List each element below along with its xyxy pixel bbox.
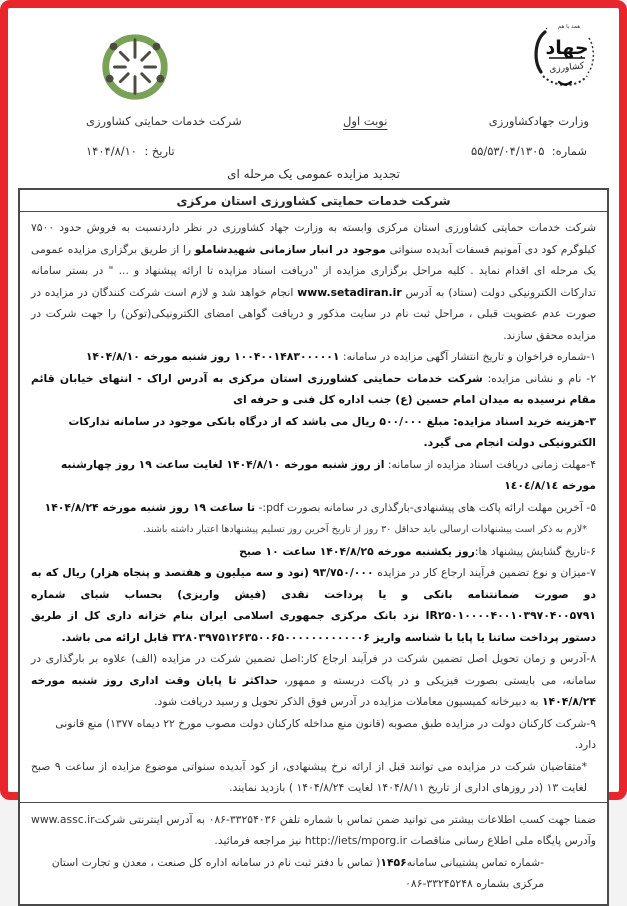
letter-date (86, 144, 175, 158)
item-5-submission-deadline: ۵- آخرین مهلت ارائه پاکت های پیشنهادی-بارگذاری در سامانه بصورت pdf:- تا ساعت ۱۹ روز شنبه مورخه ۱۴۰۴/۸/۲۴ (44, 500, 596, 514)
ministry-name: وزارت جهادکشاورزی (488, 114, 589, 128)
item-6-opening-date: ۶-تاریخ گشایش پیشنهاد ها:روز یکشنبه مورخه ۱۴۰۴/۸/۲۵ ساعت ۱۰ صبح (239, 544, 596, 558)
footer-support-phone: -شماره تماس پشتیبانی سامانه۱۴۵۶( تماس با دفتر ثبت نام در سامانه اداره کل صنعت ، معدن و تجارت استان مرکزی بشماره ۰۸۶-۳۳۲۴۵۲۴۸ (51, 855, 544, 890)
announcement-box-title: شرکت خدمات حمایتی کشاورزی استان مرکزی (20, 190, 607, 212)
item-1-call-number: ۱-شماره فراخوان و تاریخ انتشار آگهی مزایده در سامانه: ۱۰۰۴۰۰۱۴۸۳۰۰۰۰۰۱ روز شنبه مورخه ۱۴۰۴/۸/۱۰ (85, 350, 596, 363)
letter-number-label: شماره: (551, 144, 587, 158)
item-7-guarantee: ۷-میزان و نوع تضمین فرآیند ارجاع کار در مزایده ۹۳/۷۵۰/۰۰۰ (نود و سه میلیون و هفتصد و پنجاه هزار) ریال که به دو صورت ضمانتنامه بانکی و یا پرداخت نقدی (فیش واریزی) بحساب شبای شماره IR۲۵۰۱۰۰۰۰۴۰۰۱۰۳۹۷۰۴۰۰۵۷۹۱ نزد بانک مرکزی جمهوری اسلامی ایران بنام خزانه داری کل از طریق دستور پرداخت ساتنا یا پایا با شناسه واریز ۳۲۸۰۳۹۷۵۱۲۶۳۵۰۰۶۵۰۰۰۰۰۰۰۰۰۰۰۰۶ قابل ارائه می باشد. (31, 566, 596, 644)
item-2-address: ۲- نام و نشانی مزایده: شرکت خدمات حمایتی کشاورزی استان مرکزی به آدرس اراک - انتهای خیابان قائم مقام نرسیده به میدان امام حسین (ع) جنب اداره کل فنی و حرفه ای (31, 371, 596, 406)
organization-row (8, 114, 619, 128)
svg-text:جهاد: جهاد (545, 37, 589, 59)
item-9-legal-restriction: ۹-شرکت کارکنان دولت در مزایده طبق مصوبه (قانون منع مداخله کارکنان دولت مصوب مورخ ۲۲ دیماه ۱۳۷۷) منع قانونی دارد. (55, 716, 596, 751)
company-name: شرکت خدمات حمایتی کشاورزی (86, 114, 242, 128)
announcement-body (20, 212, 607, 802)
document-title: تجدید مزایده عمومی یک مرحله ای (227, 167, 400, 181)
note-site-visit: *متقاضیان شرکت در مزایده می توانند قبل از ارائه نرخ پیشنهادی، از کود آبدیده سنواتی موضوع مزایده از ساعت ۹ صبح لغایت ۱۳ (در روزهای اداری از تاریخ ۱۴۰۴/۸/۱۱ لغایت ۱۴۰۴/۸/۲۴ ) بازدید نمایند. (31, 759, 587, 794)
assc-logo-icon (96, 28, 174, 110)
letter-date-value: ۱۴۰۴/۸/۱۰ (86, 144, 137, 158)
letter-number-value: ۵۵/۵۳/۰۴/۱۳۰۵ (471, 144, 545, 158)
svg-text:کشاورزی: کشاورزی (548, 61, 585, 75)
letter-date-label: تاریخ : (144, 144, 175, 158)
reference-row (8, 144, 619, 158)
note-validity: *لازم به ذکر است پیشنهادات ارسالی باید حداقل ۳۰ روز از تاریخ آخرین روز تسلیم پیشنهادها اعتبار داشته باشند. (142, 524, 587, 535)
footer-contact-info: ضمنا جهت کسب اطلاعات بیشتر می توانید ضمن تماس با شماره تلفن ۰۸۶-۳۳۲۵۴۰۳۶ به آدرس اینترنتی شرکتwww.assc.ir وآدرس پایگاه ملی اطلاع رسانی مناقصات http://iets/mporg.ir نیز مراجعه فرمائید. (31, 812, 596, 847)
announcement-footer (20, 802, 607, 904)
publication-round: نوبت اول (343, 114, 388, 128)
document-header (8, 8, 619, 181)
jahad-keshavarzi-logo-icon (525, 20, 599, 100)
tender-intro: شرکت خدمات حمایتی کشاورزی استان مرکزی وابسته به وزارت جهاد کشاورزی در نظر داردنسبت به فروش حدود ۷۵۰۰ کیلوگرم کود دی آمونیم فسفات آبدیده سنواتی موجود در انبار سازمانی شهیدشاملو را از طریق برگزاری مزایده عمومی یک مرحله ای اقدام نماید . کلیه مراحل برگزاری مزایده از "دریافت اسناد مزایده تا ارائه پیشنهاد و ... " در بستر سامانه تدارکات الکترونیکی دولت (ستاد) به آدرس www.setadiran.ir انجام خواهد شد و لازم است شرکت کنندگان در مزایده در صورت عدم عضویت قبلی ، مراحل ثبت نام در سایت مذکور و دریافت گواهی امضای الکترونیکی(توکن) را جهت شرکت در مزایده محقق سازند. (31, 221, 597, 342)
item-3-document-fee: ۳-هزینه خرید اسناد مزایده: مبلغ ۵۰۰/۰۰۰ ریال می باشد که از درگاه بانکی موجود در سامانه تدارکات الکترونیکی دولت انجام می گیرد. (68, 414, 596, 449)
item-8-guarantee-delivery: ۸-آدرس و زمان تحویل اصل تضمین شرکت در فرآیند ارجاع کار:اصل تضمین شرکت در مزایده (الف) علاوه بر بارگذاری در سامانه، می بایستی بصورت فیزیکی و در پاکت دربسته و ممهور، حداکثر تا پایان وقت اداری روز شنبه مورخه ۱۴۰۴/۸/۲۴ به دبیرخانه کمیسیون معاملات مزایده در آدرس فوق الذکر تحویل و رسید دریافت شود. (31, 652, 596, 708)
letter-number (471, 144, 587, 158)
announcement-box (18, 188, 609, 906)
item-4-document-deadline: ۴-مهلت زمانی دریافت اسناد مزایده از سامانه: از روز شنبه مورخه ۱۴۰۴/۸/۱۰ لغایت ساعت ۱۹ روز چهارشنبه مورخه ۱٤۰٤/۸/۱٤ (60, 457, 596, 492)
svg-text:همد با هم: همد با هم (557, 24, 581, 30)
